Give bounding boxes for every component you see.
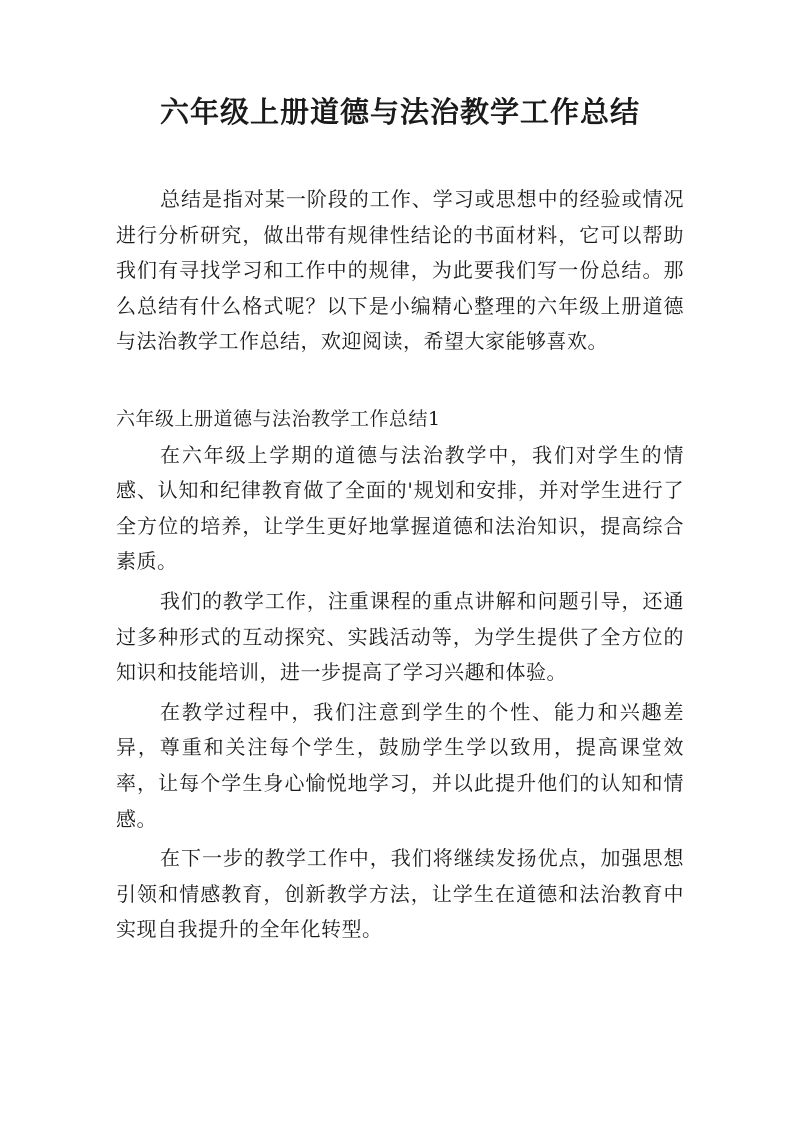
body-paragraph-4: 在下一步的教学工作中，我们将继续发扬优点，加强思想引领和情感教育，创新教学方法，让学生在道德和法治教育中实现自我提升的全年化转型。 [116,846,684,942]
document-body [116,182,684,948]
intro-paragraph: 总结是指对某一阶段的工作、学习或思想中的经验或情况进行分析研究，做出带有规律性结论的书面材料，它可以帮助我们有寻找学习和工作中的规律，为此要我们写一份总结。那么总结有什么格式呢？以下是小编精心整理的六年级上册道德与法治教学工作总结，欢迎阅读，希望大家能够喜欢。 [116,187,684,354]
body-paragraph-1: 在六年级上学期的道德与法治教学中，我们对学生的情感、认知和纪律教育做了全面的'规划和安排，并对学生进行了全方位的培养，让学生更好地掌握道德和法治知识，提高综合素质。 [116,442,684,574]
section-heading: 六年级上册道德与法治教学工作总结1 [116,407,441,430]
body-paragraph-3: 在教学过程中，我们注意到学生的个性、能力和兴趣差异，尊重和关注每个学生，鼓励学生学以致用，提高课堂效率，让每个学生身心愉悦地学习，并以此提升他们的认知和情感。 [116,699,684,831]
body-paragraph-2: 我们的教学工作，注重课程的重点讲解和问题引导，还通过多种形式的互动探究、实践活动等，为学生提供了全方位的知识和技能培训，进一步提高了学习兴趣和体验。 [116,588,684,685]
document-title: 六年级上册道德与法治教学工作总结 [159,95,640,129]
